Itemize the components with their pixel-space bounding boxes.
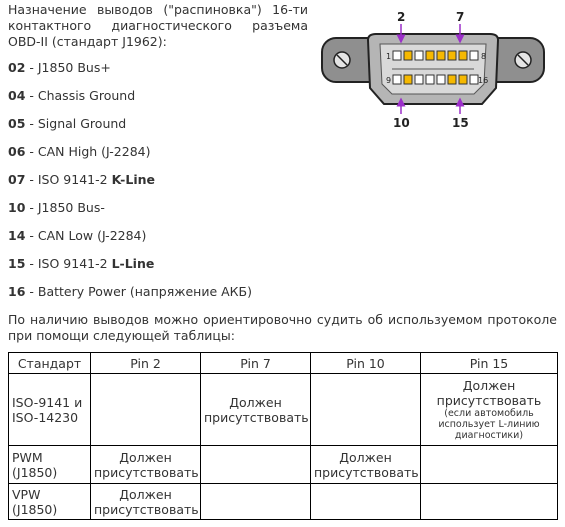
col-header: Стандарт (9, 353, 91, 374)
col-header: Pin 2 (91, 353, 201, 374)
pin-slot (426, 75, 434, 84)
cell-pin15-text: Должен присутствовать (436, 378, 542, 408)
table-row (9, 446, 558, 484)
callout-pin-7: 7 (456, 10, 465, 24)
pin-description: - CAN Low (J-2284) (29, 228, 147, 243)
pin-number: 04 (8, 88, 26, 103)
intro-text: Назначение выводов ("распиновка") 16-ти контактного диагностического разъема OBD-II (стандарт J1962): (8, 2, 308, 49)
cell-pin10: Должен присутствовать (311, 446, 421, 484)
callout-pin-2: 2 (397, 10, 406, 24)
cell-pin15-note: (если автомобиль использует L-линию диагностики) (438, 408, 540, 441)
pin-number: 06 (8, 144, 26, 159)
pin-slot-active (437, 51, 445, 60)
pin-number: 10 (8, 200, 26, 215)
callout-pin-10: 10 (393, 116, 410, 130)
pin-description: - Battery Power (напряжение АКБ) (29, 284, 253, 299)
pin-item (8, 256, 308, 284)
cell-pin15 (421, 484, 558, 520)
pin-slot (393, 51, 401, 60)
pin-description: - Chassis Ground (29, 88, 136, 103)
cell-pin7 (201, 484, 311, 520)
protocol-table (8, 352, 558, 520)
pin-slot-active (448, 75, 456, 84)
pin-bold-part: L-Line (111, 256, 155, 271)
pin-number: 16 (8, 284, 26, 299)
pin-slot (415, 75, 423, 84)
obd-connector-diagram (318, 6, 548, 131)
cell-pin15 (421, 374, 558, 446)
pin-slot-active (404, 75, 412, 84)
pin-slot-active (426, 51, 434, 60)
pin-item (8, 228, 308, 256)
pin-slot (393, 75, 401, 84)
cell-pin10 (311, 374, 421, 446)
pin-description: - ISO 9141-2 (29, 256, 112, 271)
pin-slot (470, 75, 478, 84)
pin-number: 05 (8, 116, 26, 131)
cell-pin10 (311, 484, 421, 520)
pin-slot (415, 51, 423, 60)
pin-slot-active (448, 51, 456, 60)
cell-standard: PWM (J1850) (9, 446, 91, 484)
callout-pin-15: 15 (452, 116, 469, 130)
pin-item (8, 144, 308, 172)
screw-icon (515, 52, 531, 68)
pin-slot-active (459, 75, 467, 84)
pin-item (8, 88, 308, 116)
pin-slot (470, 51, 478, 60)
screw-icon (334, 52, 350, 68)
pin-slot (437, 75, 445, 84)
cell-pin15 (421, 446, 558, 484)
pin-bold-part: K-Line (111, 172, 155, 187)
cell-standard: ISO-9141 и ISO-14230 (9, 374, 91, 446)
table-row (9, 374, 558, 446)
cell-pin7 (201, 446, 311, 484)
pin-number: 02 (8, 60, 26, 75)
cell-pin2 (91, 374, 201, 446)
pin-label-1: 1 (386, 52, 392, 61)
pin-item (8, 200, 308, 228)
pin-number: 14 (8, 228, 26, 243)
cell-pin7: Должен присутствовать (201, 374, 311, 446)
pin-item (8, 284, 308, 312)
protocol-note: По наличию выводов можно ориентировочно судить об используемом протоколе при помощи следующей таблицы: (8, 312, 557, 343)
pin-description: - J1850 Bus+ (29, 60, 111, 75)
col-header: Pin 10 (311, 353, 421, 374)
pin-description: - CAN High (J-2284) (29, 144, 151, 159)
col-header: Pin 7 (201, 353, 311, 374)
pin-slot-active (459, 51, 467, 60)
pin-number: 15 (8, 256, 26, 271)
pin-item (8, 172, 308, 200)
pin-description: - Signal Ground (29, 116, 127, 131)
pin-number: 07 (8, 172, 26, 187)
pin-label-8: 8 (481, 52, 487, 61)
table-row (9, 484, 558, 520)
cell-pin2: Должен присутствовать (91, 446, 201, 484)
pin-item (8, 60, 308, 88)
pin-label-16: 16 (478, 76, 489, 85)
pin-description: - ISO 9141-2 (29, 172, 112, 187)
pin-slot-active (404, 51, 412, 60)
col-header: Pin 15 (421, 353, 558, 374)
pin-label-9: 9 (386, 76, 392, 85)
cell-standard: VPW (J1850) (9, 484, 91, 520)
pin-item (8, 116, 308, 144)
table-header-row (9, 353, 558, 374)
pin-description: - J1850 Bus- (29, 200, 105, 215)
pin-list (8, 60, 308, 312)
cell-pin2: Должен присутствовать (91, 484, 201, 520)
